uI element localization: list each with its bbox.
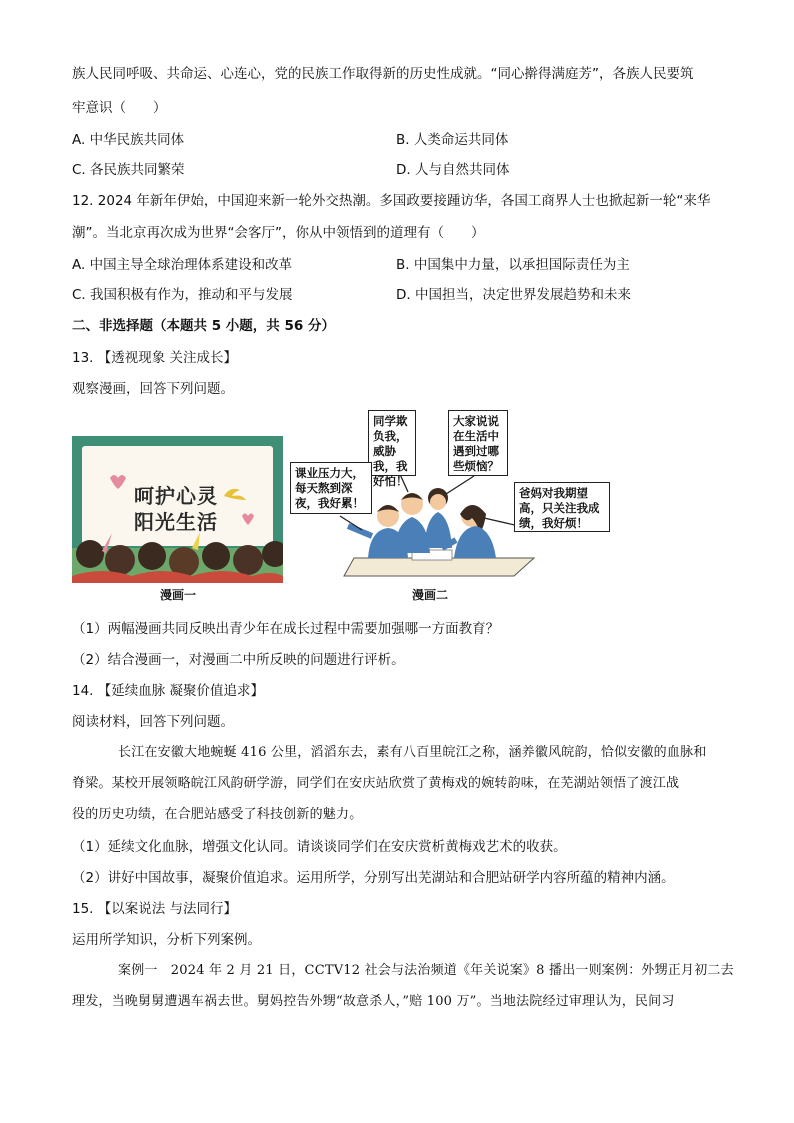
q11-option-b: B. 人类命运共同体 <box>396 132 509 148</box>
student-girl-center <box>424 488 452 548</box>
comic-two <box>284 408 614 586</box>
comic-one-slogan-line1: 呵护心灵 <box>134 484 218 508</box>
q13-sub1: （1）两幅漫画共同反映出青少年在成长过程中需要加强哪一方面教育？ <box>72 621 500 637</box>
bubble-question: 大家说说在生活中遇到过哪些烦恼？ <box>448 410 508 476</box>
table <box>344 558 534 576</box>
bubble-bullied: 同学欺负我，威胁我，我好怕！ <box>368 410 416 476</box>
q14-material-line1: 长江在安徽大地蜿蜒 416 公里，滔滔东去，素有八百里皖江之称，涵养徽风皖韵，恰似安徽的血脉和 <box>118 745 707 760</box>
section2-heading: 二、非选择题（本题共 5 小题，共 56 分） <box>72 318 335 334</box>
q12-stem-line2: 潮”。当北京再次成为世界“会客厅”，你从中领悟到的道理有（ ） <box>72 225 485 241</box>
q14-title: 14. 【延续血脉 凝聚价值追求】 <box>72 683 265 699</box>
q14-instruction: 阅读材料，回答下列问题。 <box>72 714 234 730</box>
comic-one-slogan-line2: 阳光生活 <box>134 510 218 534</box>
q15-title: 15. 【以案说法 与法同行】 <box>72 901 238 917</box>
q11-option-a: A. 中华民族共同体 <box>72 132 185 148</box>
q12-option-d: D. 中国担当，决定世界发展趋势和未来 <box>396 287 631 303</box>
bubble-parents-pressure: 爸妈对我期望高，只关注我成绩，我好烦！ <box>514 482 610 532</box>
q15-case-line2: 理发，当晚舅舅遭遇车祸去世。舅妈控告外甥“故意杀人，”赔 100 万”。当地法院经过审理认为，民间习 <box>72 994 675 1009</box>
bubble-homework-pressure: 课业压力大，每天熬到深夜，我好累！ <box>290 462 372 514</box>
q12-option-a: A. 中国主导全球治理体系建设和改革 <box>72 257 293 273</box>
q12-option-c: C. 我国积极有作为，推动和平与发展 <box>72 287 293 303</box>
q13-instruction: 观察漫画，回答下列问题。 <box>72 381 234 397</box>
q14-sub2: （2）讲好中国故事，凝聚价值追求。运用所学，分别写出芜湖站和合肥站研学内容所蕴的精神内涵。 <box>72 870 675 886</box>
comic-one <box>72 436 283 583</box>
q15-case-line1: 案例一 2024 年 2 月 21 日，CCTV12 社会与法治频道《年关说案》8 播出一则案例：外甥正月初二去 <box>118 963 734 978</box>
q11-stem-line1: 族人民同呼吸、共命运、心连心，党的民族工作取得新的历史性成就。“同心擀得满庭芳”，各族人民要筑 <box>72 66 694 82</box>
q13-title: 13. 【透视现象 关注成长】 <box>72 350 238 366</box>
bubble-tail <box>446 476 474 494</box>
comic-two-caption: 漫画二 <box>411 588 448 602</box>
q12-option-b: B. 中国集中力量，以承担国际责任为主 <box>396 257 630 273</box>
q12-stem-line1: 12. 2024 年新年伊始，中国迎来新一轮外交热潮。多国政要接踵访华，各国工商界人士也掀起新一轮“来华 <box>72 193 711 209</box>
q11-stem-line2: 牢意识（ ） <box>72 100 167 116</box>
q11-option-c: C. 各民族共同繁荣 <box>72 162 185 178</box>
q13-sub2: （2）结合漫画一，对漫画二中所反映的问题进行评析。 <box>72 652 405 668</box>
comic-one-caption: 漫画一 <box>159 588 196 602</box>
q14-material-line3: 役的历史功绩，在合肥站感受了科技创新的魅力。 <box>72 807 363 822</box>
q15-instruction: 运用所学知识，分析下列案例。 <box>72 932 261 948</box>
q14-sub1: （1）延续文化血脉，增强文化认同。请谈谈同学们在安庆赏析黄梅戏艺术的收获。 <box>72 839 567 855</box>
q14-material-line2: 脊梁。某校开展领略皖江风韵研学游，同学们在安庆站欣赏了黄梅戏的婉转韵味，在芜湖站领悟了渡江战 <box>72 776 680 791</box>
q11-option-d: D. 人与自然共同体 <box>396 162 510 178</box>
